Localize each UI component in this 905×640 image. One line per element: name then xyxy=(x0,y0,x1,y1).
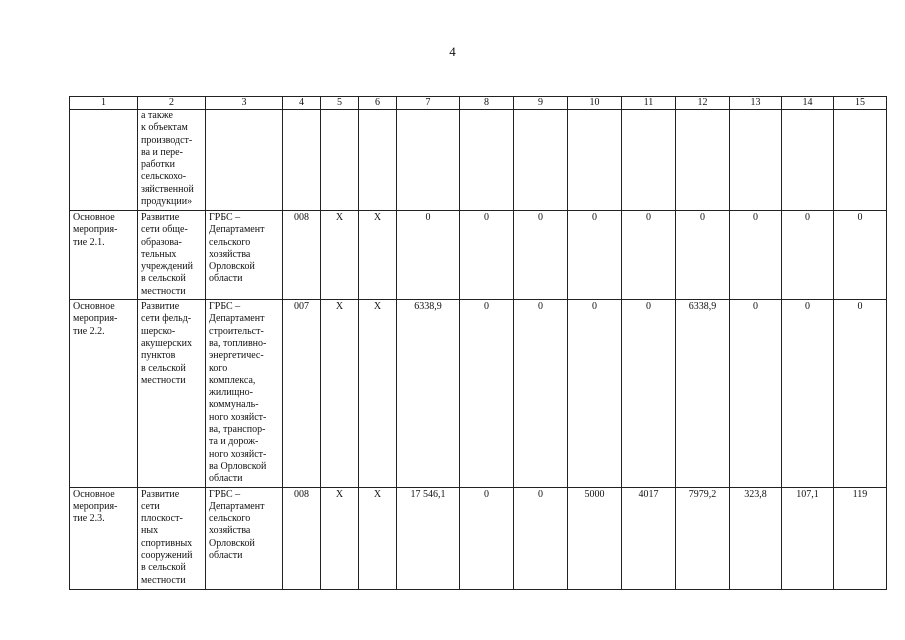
table-cell: 0 xyxy=(834,211,887,300)
table-cell: Развитие сети фельд- шерско- акушерских пунктов в сельской местности xyxy=(138,300,206,487)
table-cell xyxy=(70,110,138,211)
table-cell xyxy=(206,110,283,211)
table-cell: 0 xyxy=(460,300,514,487)
table-cell: 6338,9 xyxy=(676,300,730,487)
page-number: 4 xyxy=(449,44,456,59)
table-cell: Развитие сети обще- образова- тельных учреждений в сельской местности xyxy=(138,211,206,300)
table-cell: 119 xyxy=(834,487,887,589)
column-header: 11 xyxy=(622,97,676,110)
table-cell: 0 xyxy=(397,211,460,300)
table-cell xyxy=(676,110,730,211)
column-header: 7 xyxy=(397,97,460,110)
table-cell: ГРБС – Департамент строительст- ва, топливно- энергетичес- кого комплекса, жилищно- коммуналь- ного хозяйст- ва, транспор- та и дорож- ного хозяйст- ва Орловской области xyxy=(206,300,283,487)
column-header: 13 xyxy=(730,97,782,110)
table-cell: 0 xyxy=(730,300,782,487)
table-cell: 6338,9 xyxy=(397,300,460,487)
column-header: 15 xyxy=(834,97,887,110)
table-cell: 0 xyxy=(622,211,676,300)
table-cell: 0 xyxy=(460,211,514,300)
table-cell xyxy=(514,110,568,211)
table-cell: Основное мероприя- тие 2.3. xyxy=(70,487,138,589)
table-cell: Х xyxy=(359,487,397,589)
table-cell: Х xyxy=(321,487,359,589)
column-header: 6 xyxy=(359,97,397,110)
table-cell xyxy=(321,110,359,211)
column-header: 1 xyxy=(70,97,138,110)
table-row xyxy=(70,300,887,487)
table-cell xyxy=(782,110,834,211)
table-cell: Х xyxy=(321,211,359,300)
table-cell: 0 xyxy=(622,300,676,487)
table-cell: 0 xyxy=(568,211,622,300)
table-cell: Х xyxy=(321,300,359,487)
table-cell xyxy=(359,110,397,211)
table-cell xyxy=(283,110,321,211)
table-cell: 0 xyxy=(782,211,834,300)
table-cell: 0 xyxy=(514,487,568,589)
table-cell: 0 xyxy=(460,487,514,589)
table-cell: 0 xyxy=(782,300,834,487)
table-cell: 0 xyxy=(514,300,568,487)
table-cell: 008 xyxy=(283,487,321,589)
table-row xyxy=(70,110,887,211)
table-cell: 7979,2 xyxy=(676,487,730,589)
table-cell xyxy=(730,110,782,211)
table-cell: Развитие сети плоскост- ных спортивных сооружений в сельской местности xyxy=(138,487,206,589)
table-cell: а также к объектам производст- ва и пере- работки сельскохо- зяйственной продукции» xyxy=(138,110,206,211)
table-cell: 107,1 xyxy=(782,487,834,589)
column-header: 2 xyxy=(138,97,206,110)
table-cell: Основное мероприя- тие 2.1. xyxy=(70,211,138,300)
table-cell: 0 xyxy=(730,211,782,300)
table-cell: 0 xyxy=(514,211,568,300)
table-cell: 4017 xyxy=(622,487,676,589)
table-cell xyxy=(397,110,460,211)
table-cell xyxy=(568,110,622,211)
table-cell: ГРБС – Департамент сельского хозяйства Орловской области xyxy=(206,487,283,589)
table-cell xyxy=(834,110,887,211)
column-header: 12 xyxy=(676,97,730,110)
column-header: 9 xyxy=(514,97,568,110)
table-cell: 0 xyxy=(676,211,730,300)
table-cell: 323,8 xyxy=(730,487,782,589)
column-header: 4 xyxy=(283,97,321,110)
column-header: 3 xyxy=(206,97,283,110)
table-cell: 0 xyxy=(568,300,622,487)
table-cell: 5000 xyxy=(568,487,622,589)
table-cell xyxy=(622,110,676,211)
table-cell: Основное мероприя- тие 2.2. xyxy=(70,300,138,487)
table-cell: 0 xyxy=(834,300,887,487)
column-header: 5 xyxy=(321,97,359,110)
table-row xyxy=(70,487,887,589)
table-cell: ГРБС – Департамент сельского хозяйства Орловской области xyxy=(206,211,283,300)
table-cell: 17 546,1 xyxy=(397,487,460,589)
table-cell xyxy=(460,110,514,211)
table-cell: 008 xyxy=(283,211,321,300)
table-row xyxy=(70,211,887,300)
table-header-row xyxy=(70,97,887,110)
column-header: 14 xyxy=(782,97,834,110)
column-header: 10 xyxy=(568,97,622,110)
budget-table xyxy=(69,96,887,590)
column-header: 8 xyxy=(460,97,514,110)
table-cell: Х xyxy=(359,211,397,300)
table-cell: 007 xyxy=(283,300,321,487)
table-cell: Х xyxy=(359,300,397,487)
